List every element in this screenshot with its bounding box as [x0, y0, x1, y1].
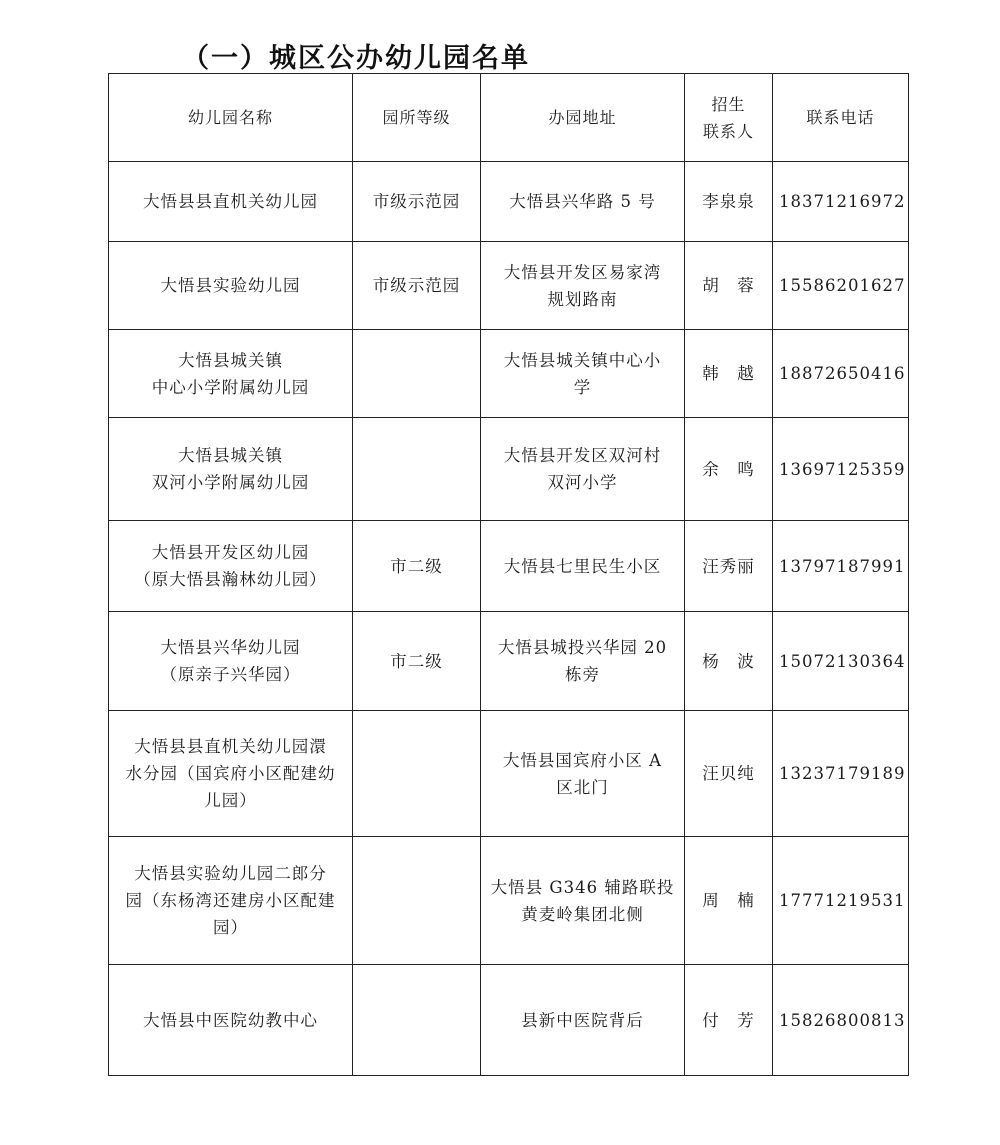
header-contact: [685, 74, 773, 162]
phone-cell: 18872650416: [773, 330, 909, 418]
kindergarten-name-cell-line: 大悟县中医院幼教中心: [143, 1010, 318, 1030]
kindergarten-name-cell-line: 水分园（国宾府小区配建幼: [125, 764, 336, 783]
level-cell: 市级示范园: [353, 242, 481, 330]
address-cell: [481, 242, 685, 330]
kindergarten-name-cell-line: 大悟县兴华幼儿园: [160, 638, 301, 657]
kindergarten-name-cell: [109, 612, 353, 711]
contact-cell: 余 鸣: [685, 418, 773, 521]
kindergarten-table: [108, 73, 909, 1076]
address-cell: [481, 330, 685, 418]
address-cell-line: 大悟县七里民生小区: [503, 556, 662, 576]
level-cell: [353, 330, 481, 418]
table-row: [109, 711, 909, 837]
level-cell: 市二级: [353, 612, 481, 711]
kindergarten-name-cell-line: 大悟县开发区幼儿园: [151, 543, 310, 562]
header-name: 幼儿园名称: [109, 74, 353, 162]
kindergarten-name-cell: [109, 837, 353, 965]
address-cell: [481, 521, 685, 612]
kindergarten-name-cell-line: 大悟县实验幼儿园: [160, 276, 301, 295]
address-cell: [481, 837, 685, 965]
address-cell-line: 大悟县城关镇中心小: [503, 350, 662, 370]
kindergarten-name-cell-line: 大悟县县直机关幼儿园澴: [134, 737, 327, 756]
phone-cell: 17771219531: [773, 837, 909, 965]
table-row: [109, 418, 909, 521]
header-contact-line: 联系人: [702, 121, 754, 141]
address-cell-line: 大悟县城投兴华园 20: [497, 638, 668, 657]
contact-cell: 周 楠: [685, 837, 773, 965]
kindergarten-name-cell: [109, 162, 353, 242]
address-cell-line: 黄麦岭集团北侧: [521, 904, 644, 924]
kindergarten-name-cell-line: 大悟县城关镇: [178, 350, 283, 370]
level-cell: [353, 418, 481, 521]
contact-cell: 汪秀丽: [685, 521, 773, 612]
phone-cell: 15072130364: [773, 612, 909, 711]
kindergarten-name-cell: [109, 521, 353, 612]
table-row: [109, 162, 909, 242]
table-header-row: [109, 74, 909, 162]
kindergarten-name-cell-line: 大悟县实验幼儿园二郎分: [134, 864, 327, 883]
kindergarten-name-cell-line: 中心小学附属幼儿园: [151, 377, 310, 397]
kindergarten-name-cell-line: （原大悟县瀚林幼儿园）: [134, 570, 327, 589]
kindergarten-name-cell: [109, 242, 353, 330]
kindergarten-name-cell: [109, 418, 353, 521]
address-cell-line: 大悟县开发区双河村: [503, 446, 662, 465]
address-cell-line: 县新中医院背后: [521, 1010, 644, 1030]
address-cell: [481, 418, 685, 521]
kindergarten-name-cell-line: 园（东杨湾还建房小区配建: [125, 891, 336, 910]
header-phone: 联系电话: [773, 74, 909, 162]
address-cell: [481, 711, 685, 837]
address-cell-line: 大悟县 G346 辅路联投: [490, 877, 675, 897]
kindergarten-name-cell: [109, 330, 353, 418]
address-cell-line: 学: [573, 377, 592, 397]
address-cell: [481, 965, 685, 1076]
address-cell-line: 栋旁: [565, 665, 600, 684]
header-address: 办园地址: [481, 74, 685, 162]
kindergarten-name-cell-line: （原亲子兴华园）: [160, 665, 301, 684]
level-cell: [353, 837, 481, 965]
address-cell-line: 双河小学: [547, 473, 618, 492]
contact-cell: 杨 波: [685, 612, 773, 711]
kindergarten-name-cell-line: 大悟县县直机关幼儿园: [143, 192, 318, 211]
level-cell: [353, 711, 481, 837]
phone-cell: 13697125359: [773, 418, 909, 521]
phone-cell: 15826800813: [773, 965, 909, 1076]
table-body: [109, 162, 909, 1076]
phone-cell: 15586201627: [773, 242, 909, 330]
table-row: [109, 330, 909, 418]
table-row: [109, 242, 909, 330]
phone-cell: 18371216972: [773, 162, 909, 242]
kindergarten-name-cell: [109, 711, 353, 837]
header-contact-line: 招生: [711, 94, 746, 114]
table-row: [109, 612, 909, 711]
table-row: [109, 837, 909, 965]
kindergarten-name-cell-line: 园）: [213, 918, 248, 937]
address-cell-line: 规划路南: [547, 289, 618, 309]
kindergarten-name-cell-line: 大悟县城关镇: [178, 446, 283, 465]
contact-cell: 胡 蓉: [685, 242, 773, 330]
contact-cell: 李泉泉: [685, 162, 773, 242]
kindergarten-name-cell-line: 双河小学附属幼儿园: [151, 473, 310, 492]
page-title: （一）城区公办幼儿园名单: [182, 43, 530, 74]
address-cell-line: 大悟县国宾府小区 A: [502, 750, 663, 770]
header-level: 园所等级: [353, 74, 481, 162]
address-cell-line: 大悟县兴华路 5 号: [509, 192, 656, 211]
table-row: [109, 521, 909, 612]
contact-cell: 汪贝纯: [685, 711, 773, 837]
address-cell: [481, 612, 685, 711]
phone-cell: 13797187991: [773, 521, 909, 612]
address-cell-line: 大悟县开发区易家湾: [503, 262, 662, 282]
kindergarten-name-cell: [109, 965, 353, 1076]
kindergarten-name-cell-line: 儿园）: [204, 791, 257, 810]
level-cell: [353, 965, 481, 1076]
level-cell: 市二级: [353, 521, 481, 612]
table-row: [109, 965, 909, 1076]
level-cell: 市级示范园: [353, 162, 481, 242]
address-cell: [481, 162, 685, 242]
contact-cell: 付 芳: [685, 965, 773, 1076]
phone-cell: 13237179189: [773, 711, 909, 837]
address-cell-line: 区北门: [556, 777, 609, 797]
contact-cell: 韩 越: [685, 330, 773, 418]
